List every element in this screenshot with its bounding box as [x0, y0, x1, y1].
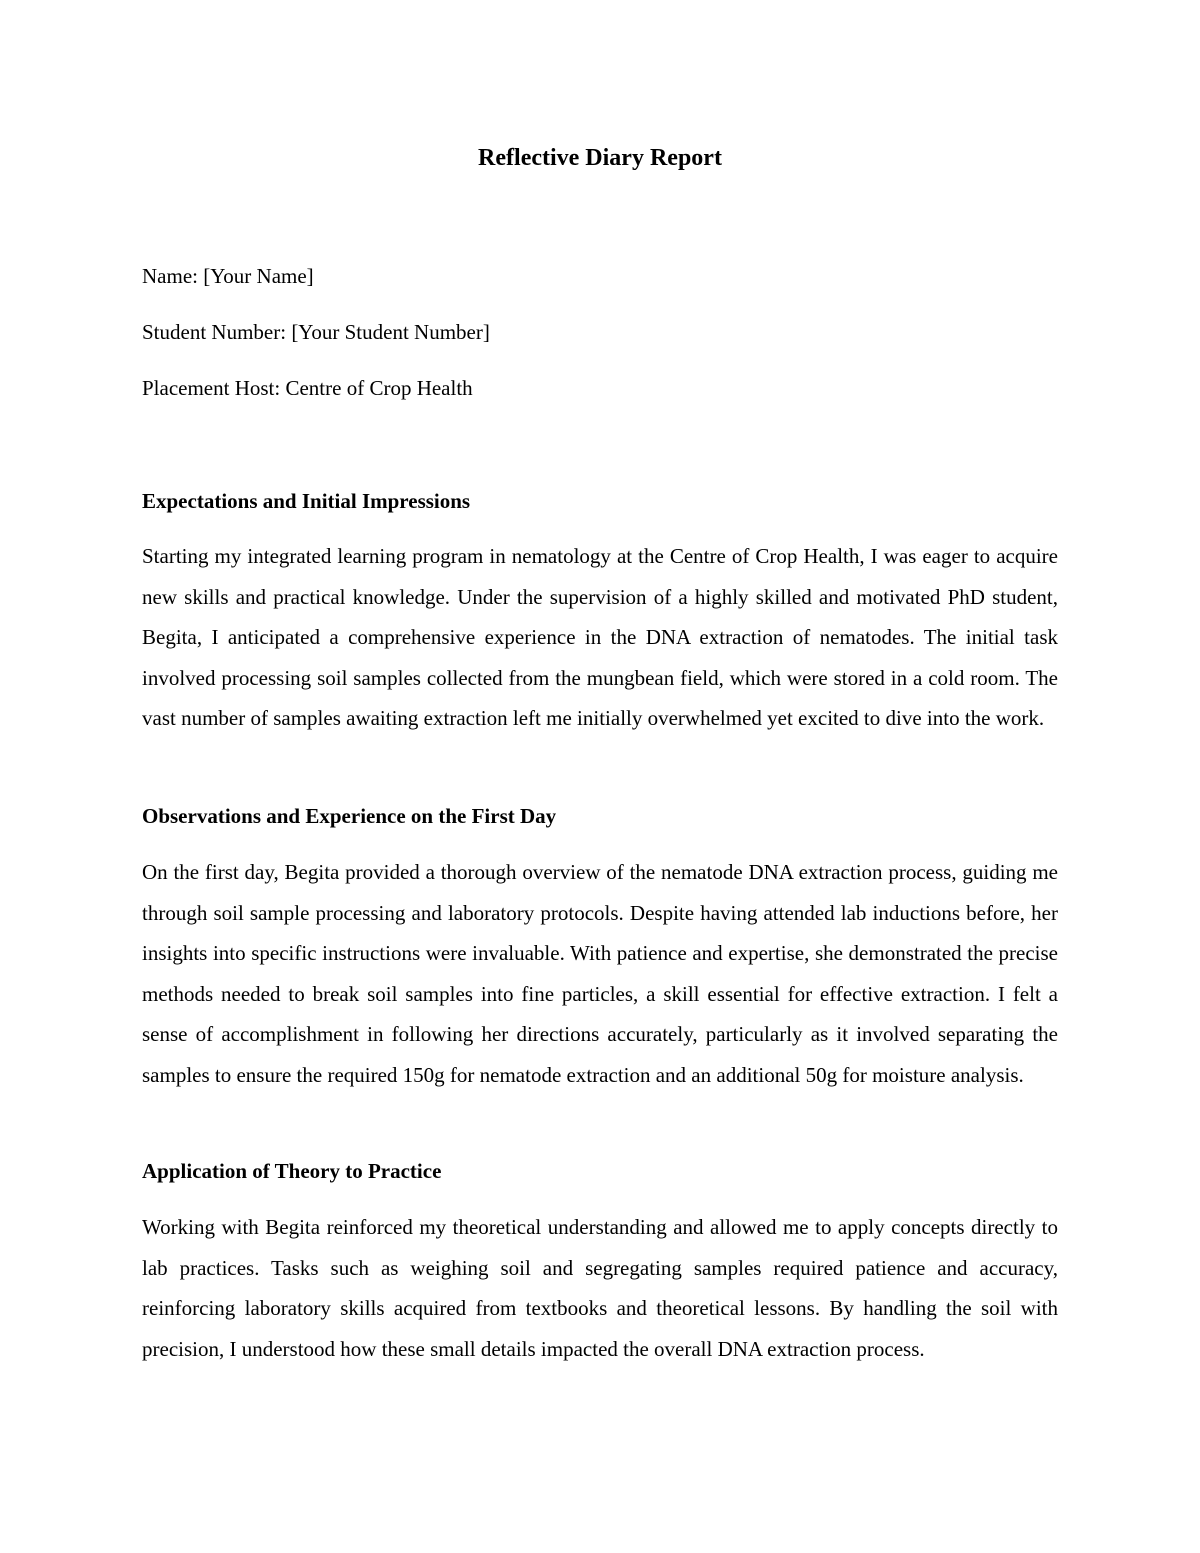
section-body-theory-practice: Working with Begita reinforced my theoretical understanding and allowed me to apply concepts directly to lab practices. Tasks such as weighing soil and segregating samples required patience and accuracy, reinforcing laboratory skills acquired from textbooks and theoretical lessons. By handling the soil with precision, I understood how these small details impacted the overall DNA extraction process. — [142, 1215, 1058, 1361]
document-title: Reflective Diary Report — [478, 145, 722, 171]
section-body-first-day: On the first day, Begita provided a thorough overview of the nematode DNA extraction process, guiding me through soil sample processing and laboratory protocols. Despite having attended lab inductions before, her insights into specific instructions were invaluable. With patience and expertise, she demonstrated the precise methods needed to break soil samples into fine particles, a skill essential for effective extraction. I felt a sense of accomplishment in following her directions accurately, particularly as it involved separating the samples to ensure the required 150g for nematode extraction and an additional 50g for moisture analysis. — [142, 860, 1058, 1087]
student-name-line: Name: [Your Name] — [142, 264, 314, 288]
section-heading-expectations: Expectations and Initial Impressions — [142, 489, 471, 513]
section-heading-theory-practice: Application of Theory to Practice — [142, 1159, 442, 1183]
section-heading-first-day: Observations and Experience on the First Day — [142, 804, 557, 828]
student-number-line: Student Number: [Your Student Number] — [142, 320, 490, 344]
section-body-expectations: Starting my integrated learning program in nematology at the Centre of Crop Health, I was eager to acquire new skills and practical knowledge. Under the supervision of a highly skilled and motivated PhD student, Begita, I anticipated a comprehensive experience in the DNA extraction of nematodes. The initial task involved processing soil samples collected from the mungbean field, which were stored in a cold room. The vast number of samples awaiting extraction left me initially overwhelmed yet excited to dive into the work. — [142, 544, 1058, 731]
placement-host-line: Placement Host: Centre of Crop Health — [142, 376, 473, 400]
